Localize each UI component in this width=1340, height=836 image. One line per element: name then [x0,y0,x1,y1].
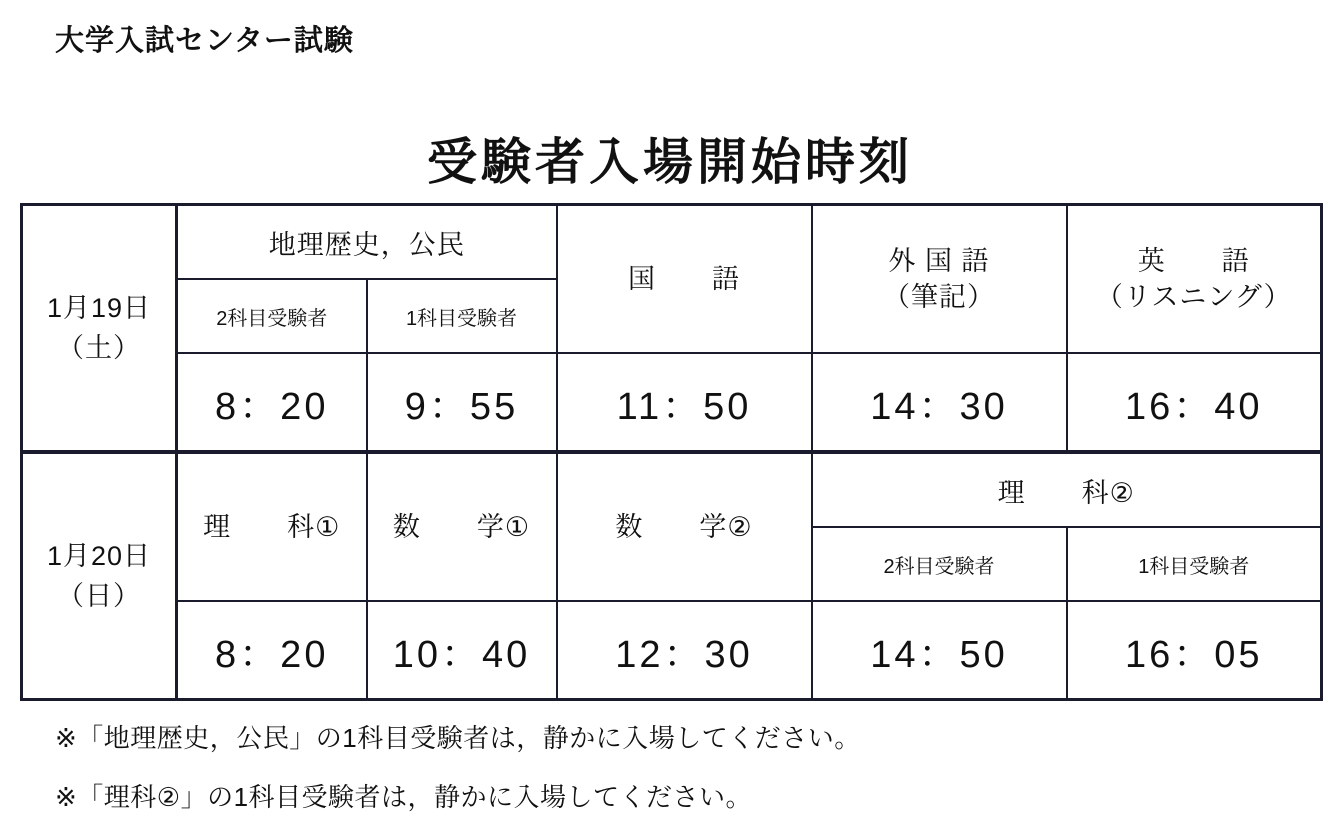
day2-science2-title: 理 科② [812,452,1322,527]
day1-foreign-title: 外 国 語 [888,245,990,276]
day2-science2-one-subject-time: 16：05 [1067,601,1322,700]
day1-japanese-title: 国 語 [557,205,812,354]
day1-foreign-time: 14：30 [812,353,1067,452]
day2-date-cell [22,452,177,700]
day1-english-listening-title: 英 語 [1137,245,1250,276]
note-science2: ※「理科②」の1科目受験者は，静かに入場してください。 [55,782,753,812]
day1-english-listening-title-cell [1067,205,1322,354]
day1-geo-civics-one-subject-time: 9：55 [367,353,557,452]
table-row [22,452,1322,527]
page-title: 受験者入場開始時刻 [427,134,913,190]
day1-english-listening-time: 16：40 [1067,353,1322,452]
day2-science2-two-subjects-label: 2科目受験者 [812,527,1067,601]
entry-time-table [20,203,1323,701]
day2-math1-title: 数 学① [367,452,557,601]
day1-foreign-subtitle: （筆記） [883,282,995,312]
day1-japanese-time: 11：50 [557,353,812,452]
table-row [22,601,1322,700]
day1-geo-civics-one-subject-label: 1科目受験者 [367,279,557,353]
day1-date-cell [22,205,177,453]
table-row [22,353,1322,452]
exam-name-label: 大学入試センター試験 [55,25,354,57]
day2-math1-time: 10：40 [367,601,557,700]
day1-weekday: （土） [57,333,141,363]
day1-geo-civics-title: 地理歴史，公民 [177,205,557,280]
day2-science2-one-subject-label: 1科目受験者 [1067,527,1322,601]
day1-foreign-title-cell [812,205,1067,354]
day1-date: 1月19日 [46,292,152,323]
day1-geo-civics-two-subjects-label: 2科目受験者 [177,279,367,353]
day2-science2-two-subjects-time: 14：50 [812,601,1067,700]
day2-weekday: （日） [57,581,141,611]
day2-math2-time: 12：30 [557,601,812,700]
day2-math2-title: 数 学② [557,452,812,601]
note-geo-civics: ※「地理歴史，公民」の1科目受験者は，静かに入場してください。 [55,723,861,753]
day2-science1-time: 8：20 [177,601,367,700]
notes-section [55,718,1295,836]
day2-date: 1月20日 [46,540,152,571]
table-row [22,205,1322,280]
day1-english-listening-subtitle: （リスニング） [1095,282,1292,312]
day1-geo-civics-two-subjects-time: 8：20 [177,353,367,452]
day2-science1-title: 理 科① [177,452,367,601]
